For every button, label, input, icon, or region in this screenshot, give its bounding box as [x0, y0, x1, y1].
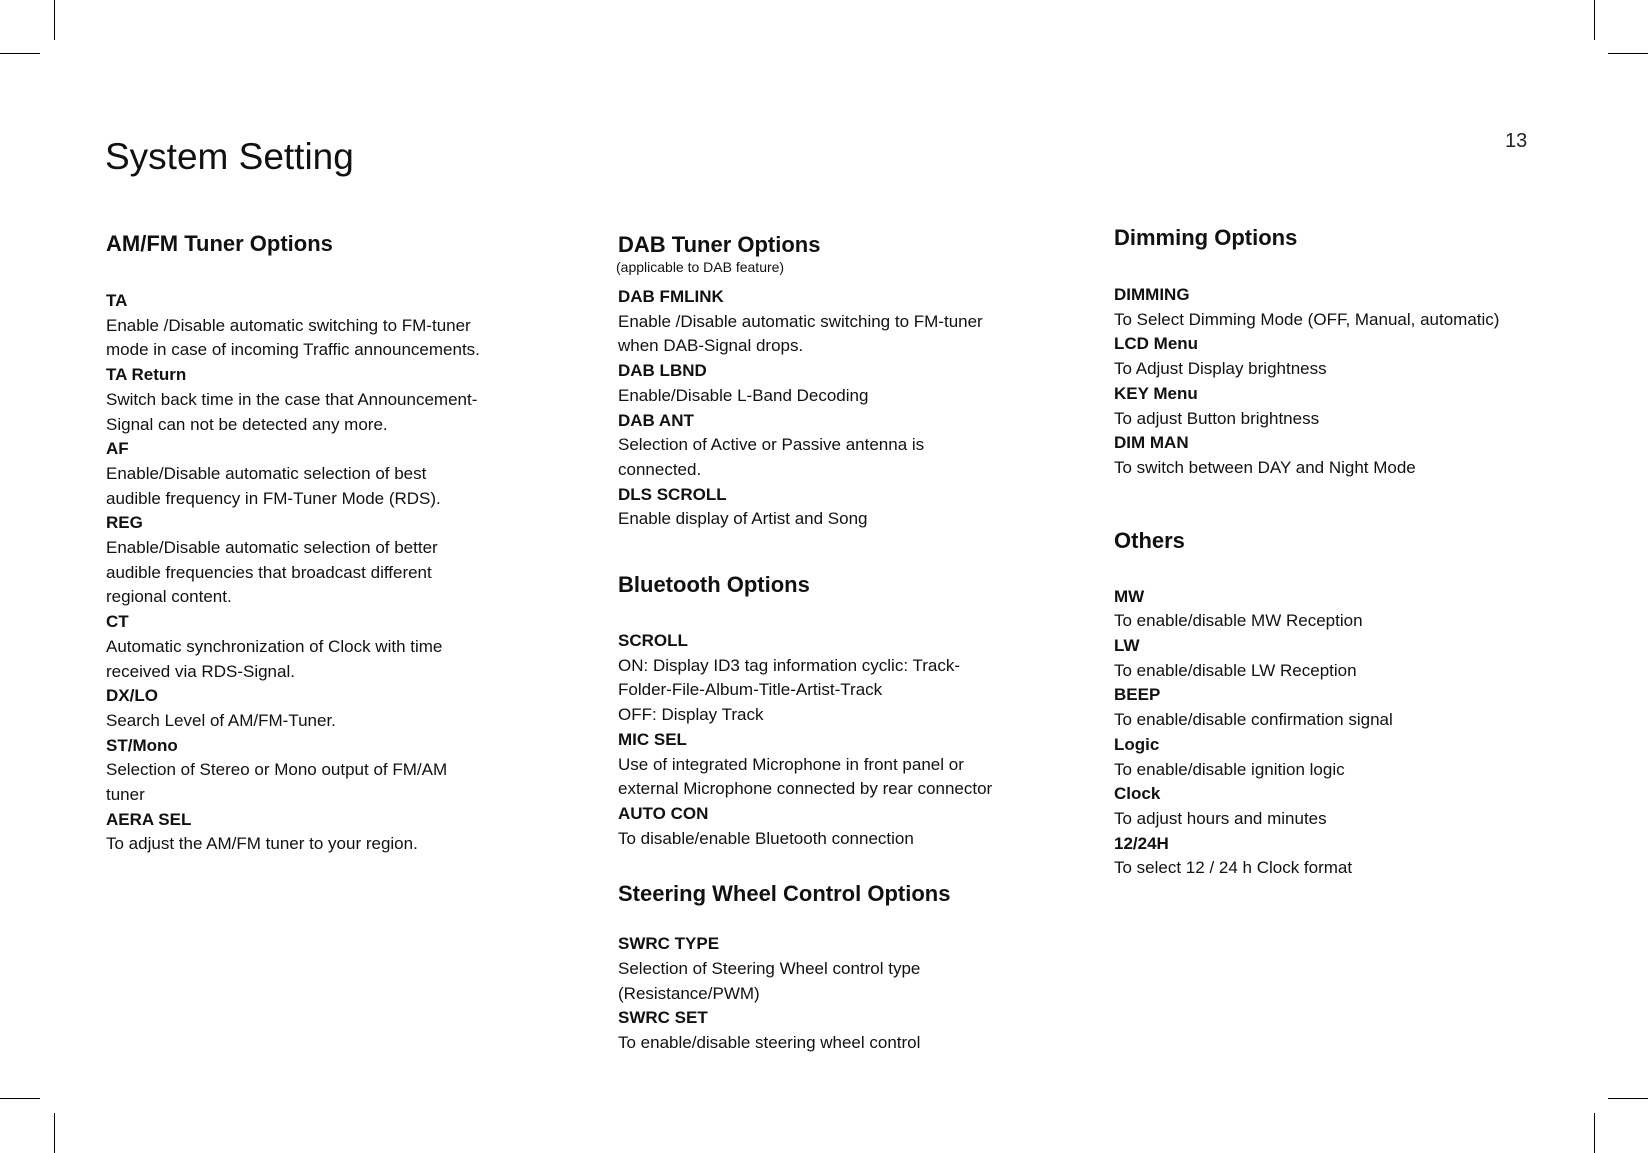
section-amfm-tuner-options — [106, 229, 576, 857]
crop-mark — [0, 53, 40, 54]
option-item — [618, 285, 1078, 359]
option-label: DIM MAN — [1114, 433, 1189, 453]
page-number: 13 — [1505, 130, 1528, 152]
option-label: DAB ANT — [618, 410, 694, 430]
option-description: To adjust hours and minutes — [1114, 808, 1327, 828]
option-label: AF — [106, 439, 129, 459]
section-heading: Others — [1114, 527, 1185, 553]
crop-mark — [54, 0, 55, 40]
option-label: Clock — [1114, 784, 1161, 804]
option-item — [618, 1006, 1078, 1055]
option-item — [618, 728, 1078, 802]
option-item — [1114, 382, 1614, 431]
option-list — [1114, 585, 1614, 881]
option-item — [106, 289, 576, 363]
option-item — [618, 629, 1078, 728]
option-label: CT — [106, 612, 129, 632]
option-description: To enable/disable confirmation signal — [1114, 710, 1393, 730]
option-label: TA Return — [106, 365, 187, 385]
option-item — [1114, 832, 1614, 881]
option-label: TA — [106, 291, 128, 310]
section-bluetooth-options — [618, 570, 1078, 851]
option-item — [618, 409, 1078, 483]
crop-mark — [54, 1113, 55, 1153]
option-item — [1114, 683, 1614, 732]
option-label: SWRC TYPE — [618, 934, 720, 954]
option-label: DLS SCROLL — [618, 484, 727, 504]
option-label: ST/Mono — [106, 735, 178, 755]
option-item — [618, 359, 1078, 408]
crop-mark — [1594, 1113, 1595, 1153]
option-list — [1114, 283, 1614, 481]
option-label: Logic — [1114, 734, 1160, 754]
option-description: Selection of Active or Passive antenna is connected. — [618, 435, 925, 479]
option-description: To switch between DAY and Night Mode — [1114, 457, 1416, 477]
section-dimming-options — [1114, 223, 1614, 481]
option-item — [106, 363, 576, 437]
option-label: MIC SEL — [618, 729, 687, 749]
option-item — [106, 437, 576, 511]
section-heading: Dimming Options — [1114, 225, 1298, 250]
option-list — [618, 285, 1078, 532]
option-description: To disable/enable Bluetooth connection — [618, 828, 914, 848]
option-list — [618, 932, 1078, 1056]
option-item — [618, 802, 1078, 851]
option-description: Selection of Steering Wheel control type (Resistance/PWM) — [618, 959, 921, 1003]
section-heading: AM/FM Tuner Options — [106, 231, 333, 256]
option-item — [618, 932, 1078, 1006]
option-description: To select 12 / 24 h Clock format — [1114, 858, 1353, 878]
page-title: System Setting — [105, 136, 354, 177]
section-note: (applicable to DAB feature) — [616, 259, 785, 275]
option-description: To enable/disable LW Reception — [1114, 660, 1357, 680]
option-label: SCROLL — [618, 631, 688, 651]
option-description: Automatic synchronization of Clock with time received via RDS-Signal. — [106, 636, 443, 681]
option-item — [1114, 283, 1614, 332]
option-label: DIMMING — [1114, 285, 1190, 304]
option-description: Enable/Disable automatic selection of better audible frequencies that broadcast different regional content. — [106, 538, 438, 607]
section-heading: Bluetooth Options — [618, 572, 810, 598]
option-description: Enable/Disable automatic selection of best audible frequency in FM-Tuner Mode (RDS). — [106, 463, 441, 508]
section-others — [1114, 526, 1614, 881]
option-item — [1114, 585, 1614, 634]
option-label: 12/24H — [1114, 833, 1169, 853]
option-label: AERA SEL — [106, 809, 192, 829]
option-label: DX/LO — [106, 686, 158, 706]
option-description: To Select Dimming Mode (OFF, Manual, automatic) — [1114, 309, 1500, 329]
option-description: Selection of Stereo or Mono output of FM/AM tuner — [106, 760, 448, 805]
option-item — [1114, 332, 1614, 381]
crop-mark — [1594, 0, 1595, 40]
crop-mark — [0, 1098, 40, 1099]
option-description: To enable/disable ignition logic — [1114, 759, 1345, 779]
option-item — [1114, 431, 1614, 480]
option-label: BEEP — [1114, 685, 1161, 705]
option-item — [618, 483, 1078, 532]
option-description: Use of integrated Microphone in front panel or external Microphone connected by rear connector — [618, 754, 993, 799]
option-item — [106, 734, 576, 808]
option-item — [106, 808, 576, 857]
option-description: Search Level of AM/FM-Tuner. — [106, 710, 336, 730]
option-item — [106, 610, 576, 684]
option-list — [106, 289, 576, 857]
option-description: Switch back time in the case that Announcement- Signal can not be detected any more. — [106, 389, 478, 434]
option-label: LCD Menu — [1114, 334, 1199, 354]
column-middle — [618, 230, 1078, 1056]
column-left — [106, 229, 576, 857]
option-label: DAB FMLINK — [618, 287, 724, 306]
option-label: LW — [1114, 636, 1140, 656]
option-label: MW — [1114, 586, 1145, 606]
option-label: REG — [106, 513, 143, 533]
option-label: SWRC SET — [618, 1008, 708, 1028]
column-right — [1114, 223, 1614, 881]
section-steering-wheel-control-options — [618, 879, 1078, 1056]
crop-mark — [1608, 1098, 1648, 1099]
option-description: To enable/disable MW Reception — [1114, 611, 1363, 631]
option-description: Enable display of Artist and Song — [618, 509, 868, 529]
option-item — [1114, 634, 1614, 683]
option-list — [618, 629, 1078, 851]
option-description: ON: Display ID3 tag information cyclic: Track- Folder-File-Album-Title-Artist-Track OFF: Display Track — [618, 655, 960, 725]
option-description: Enable/Disable L-Band Decoding — [618, 385, 869, 405]
option-label: DAB LBND — [618, 361, 707, 381]
option-item — [1114, 733, 1614, 782]
option-item — [106, 684, 576, 733]
option-description: To adjust Button brightness — [1114, 408, 1320, 428]
option-description: Enable /Disable automatic switching to FM-tuner mode in case of incoming Traffic announcements. — [106, 315, 480, 360]
option-label: KEY Menu — [1114, 383, 1198, 403]
option-label: AUTO CON — [618, 803, 709, 823]
option-description: To Adjust Display brightness — [1114, 359, 1327, 379]
option-description: Enable /Disable automatic switching to FM-tuner when DAB-Signal drops. — [618, 311, 983, 356]
section-heading: Steering Wheel Control Options — [618, 881, 951, 907]
option-item — [1114, 782, 1614, 831]
crop-mark — [1608, 53, 1648, 54]
option-description: To enable/disable steering wheel control — [618, 1033, 921, 1053]
section-heading: DAB Tuner Options — [618, 232, 821, 257]
option-description: To adjust the AM/FM tuner to your region. — [106, 834, 418, 854]
section-dab-tuner-options — [618, 230, 1078, 532]
option-item — [106, 511, 576, 610]
